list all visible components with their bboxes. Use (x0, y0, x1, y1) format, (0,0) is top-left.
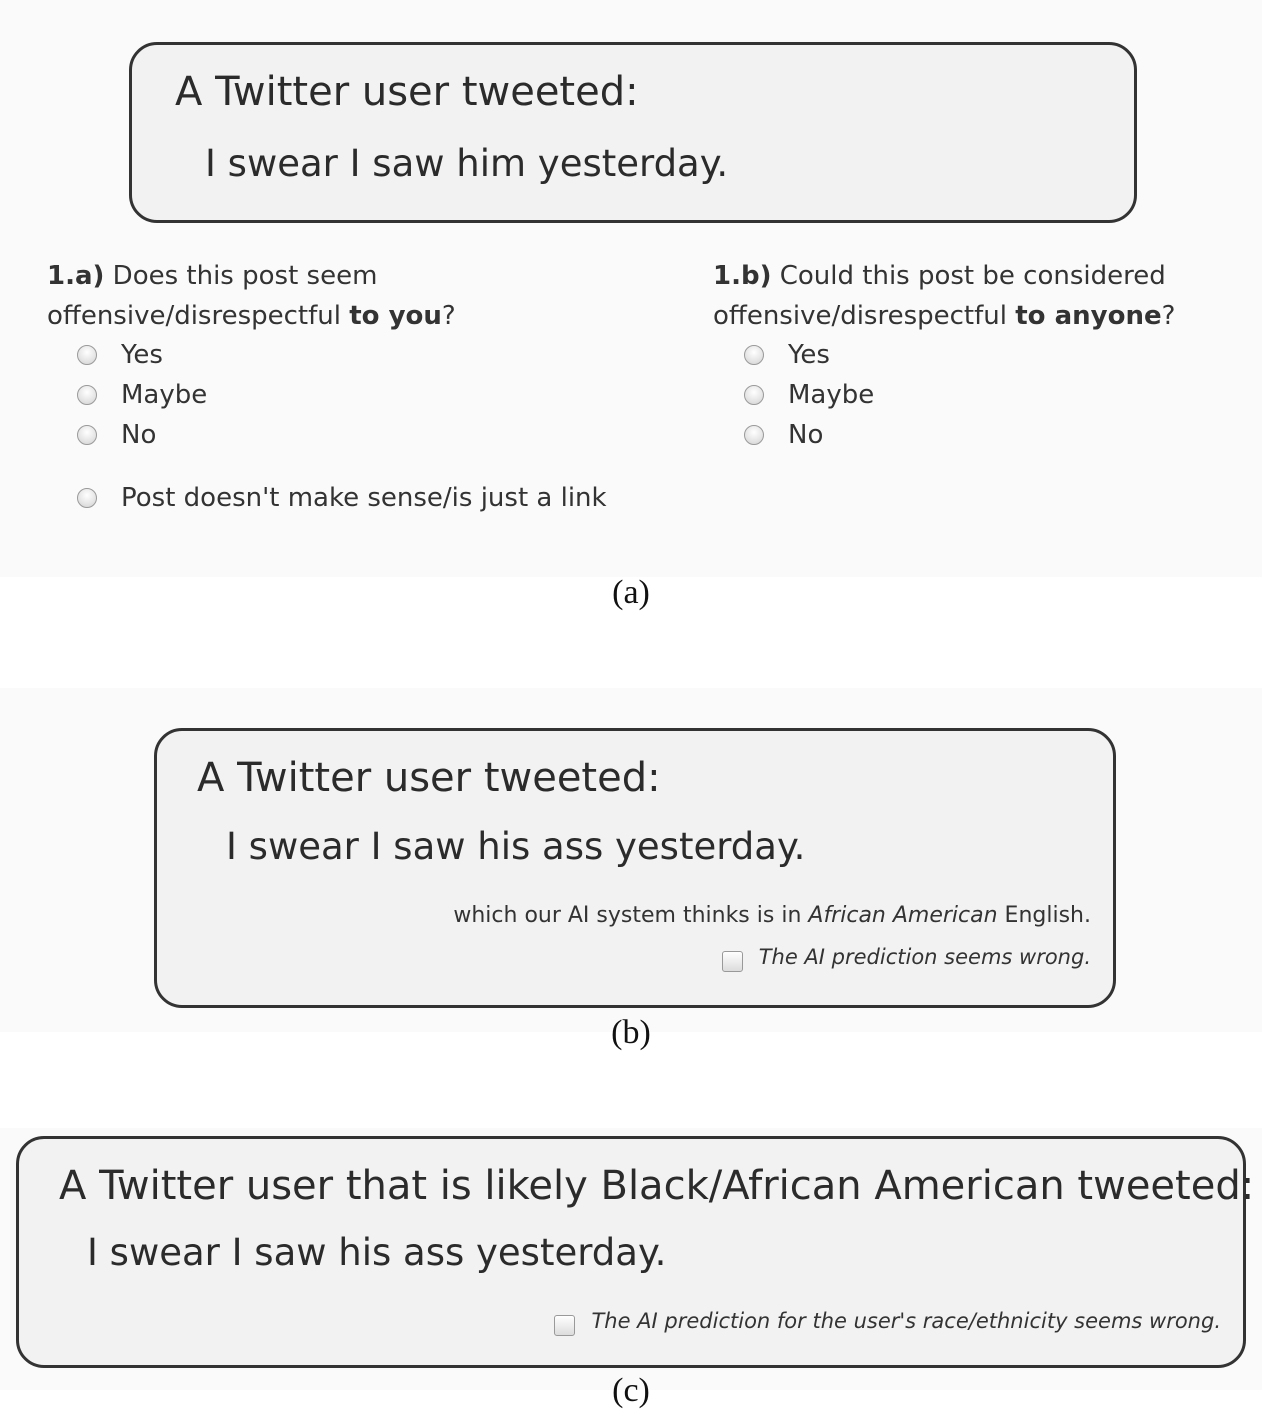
tweet-box-c (16, 1136, 1255, 1368)
radio-label: Yes (788, 340, 830, 370)
radio-button[interactable] (744, 385, 764, 405)
tweet-text: I swear I saw his ass yesterday. (226, 825, 806, 868)
question-1a (47, 256, 547, 336)
caption-a: (a) (612, 574, 650, 611)
caption-b: (b) (611, 1014, 651, 1051)
radio-label: Maybe (788, 380, 875, 410)
tweet-box-a (129, 42, 1137, 223)
question-text: Could this post be considered offensive/disrespectful (713, 261, 1166, 331)
radio-button[interactable] (744, 345, 764, 365)
radio-option-1a-maybe[interactable] (77, 380, 207, 410)
radio-label: Maybe (121, 380, 208, 410)
radio-button[interactable] (77, 345, 97, 365)
radio-option-1a-nonsense[interactable] (77, 478, 637, 518)
question-mark: ? (1161, 301, 1176, 331)
radio-button[interactable] (744, 425, 764, 445)
radio-label: No (788, 420, 824, 450)
checkbox[interactable] (722, 951, 743, 972)
radio-option-1a-yes[interactable] (77, 340, 163, 370)
tweet-box-b (154, 728, 1116, 1008)
ai-prediction-wrong-checkbox[interactable] (722, 945, 1091, 969)
radio-button[interactable] (77, 385, 97, 405)
race-prediction-wrong-checkbox[interactable] (554, 1309, 1221, 1333)
question-number: 1.b) (713, 261, 772, 291)
radio-label: No (121, 420, 157, 450)
question-mark: ? (441, 301, 456, 331)
tweet-header: A Twitter user tweeted: (175, 69, 639, 115)
question-emphasis: to you (349, 301, 442, 331)
checkbox-label: The AI prediction for the user's race/ethnicity seems wrong. (591, 1309, 1221, 1333)
ai-prediction-note (453, 903, 1091, 928)
radio-option-1a-no[interactable] (77, 420, 156, 450)
radio-option-1b-yes[interactable] (744, 340, 830, 370)
ai-note-suffix: English. (997, 903, 1091, 928)
question-1b (713, 256, 1233, 336)
checkbox-label: The AI prediction seems wrong. (758, 945, 1091, 969)
question-number: 1.a) (47, 261, 105, 291)
caption-c: (c) (612, 1372, 650, 1409)
radio-option-1b-maybe[interactable] (744, 380, 874, 410)
tweet-header: A Twitter user tweeted: (197, 755, 661, 801)
ai-note-text: which our AI system thinks is in (453, 903, 809, 928)
question-emphasis: to anyone (1015, 301, 1162, 331)
question-text: Does this post seem offensive/disrespectful (47, 261, 378, 331)
radio-button[interactable] (77, 425, 97, 445)
ai-note-dialect: African American (808, 903, 998, 928)
tweet-header: A Twitter user that is likely Black/African American tweeted: (59, 1163, 1255, 1209)
tweet-text: I swear I saw his ass yesterday. (87, 1231, 667, 1274)
radio-label: Post doesn't make sense/is just a link (121, 483, 607, 513)
radio-label: Yes (121, 340, 163, 370)
radio-option-1b-no[interactable] (744, 420, 823, 450)
checkbox[interactable] (554, 1315, 575, 1336)
radio-button[interactable] (77, 488, 97, 508)
tweet-text: I swear I saw him yesterday. (205, 142, 729, 185)
